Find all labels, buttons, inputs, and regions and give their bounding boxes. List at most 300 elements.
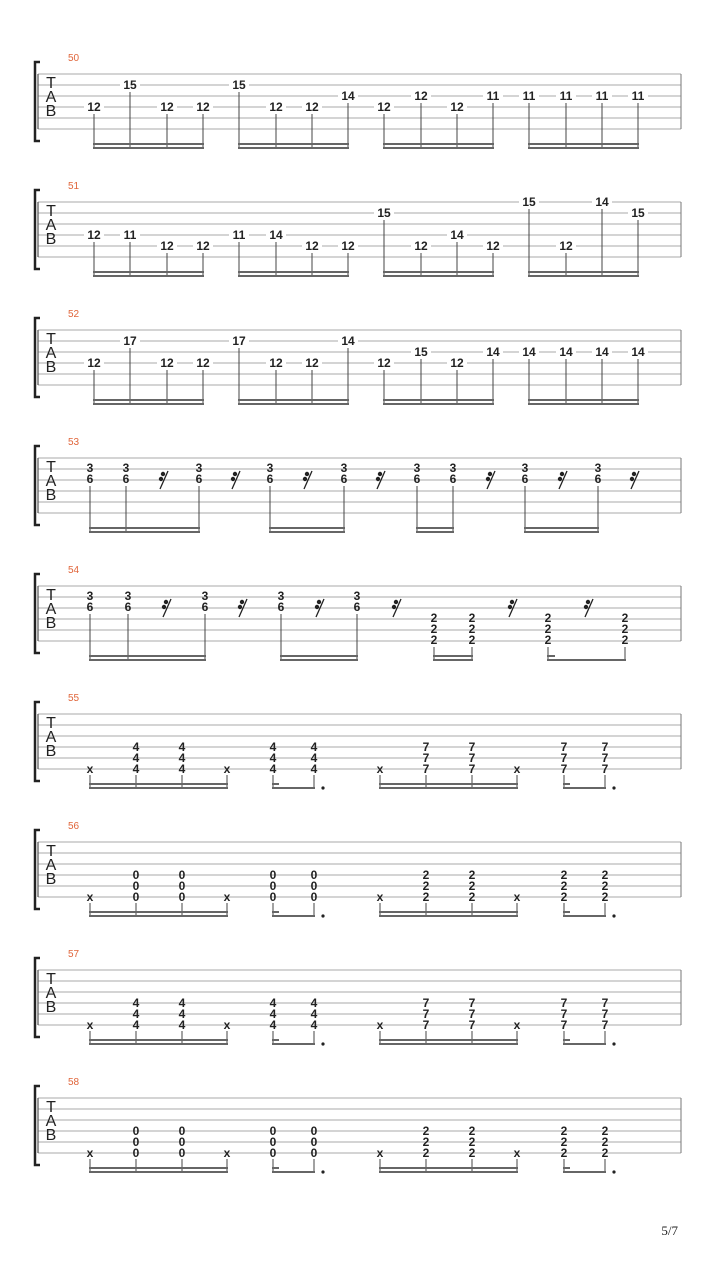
fret-number: 14 bbox=[341, 334, 355, 348]
fret-number: 0 bbox=[310, 1135, 318, 1149]
fret-number: 6 bbox=[277, 600, 285, 614]
beam bbox=[89, 659, 206, 661]
dead-note: x bbox=[376, 890, 384, 904]
beam bbox=[280, 655, 358, 657]
beam bbox=[89, 783, 228, 785]
fret-number: 7 bbox=[422, 1018, 430, 1032]
fret-number: 0 bbox=[178, 1135, 186, 1149]
fret-number: 0 bbox=[310, 868, 318, 882]
fret-number: 4 bbox=[269, 1007, 277, 1021]
fret-number: 7 bbox=[601, 996, 609, 1010]
fret-number: 6 bbox=[122, 472, 130, 486]
fret-number: 4 bbox=[132, 1007, 140, 1021]
measure-number: 58 bbox=[68, 1077, 80, 1088]
dot bbox=[612, 1170, 615, 1173]
fret-number: 7 bbox=[468, 1007, 476, 1021]
fret-number: 11 bbox=[595, 89, 609, 103]
beam-stub bbox=[547, 655, 555, 657]
fret-number: 2 bbox=[621, 622, 629, 636]
fret-number: 2 bbox=[560, 879, 568, 893]
fret-number: 2 bbox=[468, 879, 476, 893]
measure-number: 50 bbox=[68, 53, 80, 64]
beam bbox=[416, 527, 454, 529]
fret-number: 0 bbox=[310, 1146, 318, 1160]
fret-number: 6 bbox=[594, 472, 602, 486]
beam bbox=[524, 531, 599, 533]
fret-number: 3 bbox=[449, 461, 457, 475]
measure-number: 57 bbox=[68, 949, 80, 960]
fret-number: 2 bbox=[468, 890, 476, 904]
dead-note: x bbox=[376, 762, 384, 776]
beam bbox=[383, 143, 494, 145]
fret-number: 0 bbox=[310, 890, 318, 904]
dead-note: x bbox=[86, 1018, 94, 1032]
tab-clef-letter: A bbox=[45, 985, 57, 1002]
tab-staff bbox=[35, 446, 681, 525]
fret-number: 3 bbox=[277, 589, 285, 603]
beam bbox=[563, 1043, 606, 1045]
fret-number: 7 bbox=[601, 740, 609, 754]
beam-stub bbox=[272, 783, 279, 785]
dead-note: x bbox=[86, 890, 94, 904]
fret-number: 0 bbox=[269, 868, 277, 882]
fret-number: 3 bbox=[86, 589, 94, 603]
fret-number: 15 bbox=[232, 78, 246, 92]
fret-number: 0 bbox=[178, 879, 186, 893]
fret-number: 0 bbox=[132, 1135, 140, 1149]
fret-number: 2 bbox=[422, 879, 430, 893]
fret-number: 14 bbox=[486, 345, 500, 359]
fret-number: 17 bbox=[232, 334, 246, 348]
fret-number: 2 bbox=[468, 868, 476, 882]
fret-number: 0 bbox=[310, 879, 318, 893]
tab-clef-letter: T bbox=[46, 75, 56, 92]
fret-number: 0 bbox=[178, 868, 186, 882]
fret-number: 6 bbox=[124, 600, 132, 614]
beam bbox=[93, 147, 204, 149]
fret-number: 7 bbox=[560, 996, 568, 1010]
fret-number: 12 bbox=[305, 239, 319, 253]
fret-number: 0 bbox=[269, 879, 277, 893]
fret-number: 6 bbox=[201, 600, 209, 614]
measure-number: 52 bbox=[68, 309, 80, 320]
beam bbox=[563, 787, 606, 789]
beam bbox=[238, 403, 349, 405]
beam bbox=[272, 915, 315, 917]
fret-number: 12 bbox=[196, 356, 210, 370]
fret-number: 4 bbox=[310, 740, 318, 754]
beam bbox=[528, 271, 639, 273]
fret-number: 14 bbox=[269, 228, 283, 242]
fret-number: 2 bbox=[621, 633, 629, 647]
dot bbox=[321, 914, 324, 917]
fret-number: 6 bbox=[449, 472, 457, 486]
fret-number: 4 bbox=[269, 751, 277, 765]
fret-number: 12 bbox=[377, 356, 391, 370]
fret-number: 2 bbox=[422, 890, 430, 904]
fret-number: 2 bbox=[422, 1135, 430, 1149]
fret-number: 2 bbox=[468, 622, 476, 636]
fret-number: 4 bbox=[310, 996, 318, 1010]
fret-number: 12 bbox=[269, 356, 283, 370]
fret-number: 7 bbox=[468, 751, 476, 765]
fret-number: 2 bbox=[560, 1146, 568, 1160]
tab-staff bbox=[35, 318, 681, 397]
fret-number: 0 bbox=[178, 1124, 186, 1138]
fret-number: 12 bbox=[269, 100, 283, 114]
beam bbox=[528, 403, 639, 405]
fret-number: 2 bbox=[468, 611, 476, 625]
tab-clef-letter: A bbox=[45, 473, 57, 490]
beam bbox=[89, 1167, 228, 1169]
tab-clef-letter: B bbox=[45, 359, 57, 376]
beam-stub bbox=[563, 783, 570, 785]
fret-number: 12 bbox=[305, 100, 319, 114]
beam bbox=[93, 271, 204, 273]
fret-number: 7 bbox=[560, 762, 568, 776]
tab-clef-letter: T bbox=[46, 203, 56, 220]
fret-number: 15 bbox=[414, 345, 428, 359]
fret-number: 0 bbox=[132, 868, 140, 882]
fret-number: 4 bbox=[178, 1007, 186, 1021]
measure-number: 51 bbox=[68, 181, 80, 192]
fret-number: 4 bbox=[178, 740, 186, 754]
beam bbox=[379, 1171, 518, 1173]
fret-number: 7 bbox=[468, 740, 476, 754]
fret-number: 15 bbox=[377, 206, 391, 220]
tab-clef-letter: T bbox=[46, 587, 56, 604]
fret-number: 4 bbox=[132, 762, 140, 776]
dead-note: x bbox=[513, 890, 521, 904]
tab-clef-letter: A bbox=[45, 1113, 57, 1130]
beam bbox=[89, 915, 228, 917]
fret-number: 11 bbox=[559, 89, 573, 103]
fret-number: 7 bbox=[560, 740, 568, 754]
fret-number: 17 bbox=[123, 334, 137, 348]
beam bbox=[238, 143, 349, 145]
fret-number: 12 bbox=[341, 239, 355, 253]
beam bbox=[379, 1043, 518, 1045]
fret-number: 12 bbox=[160, 239, 174, 253]
dot bbox=[321, 1042, 324, 1045]
fret-number: 14 bbox=[595, 195, 609, 209]
fret-number: 11 bbox=[631, 89, 645, 103]
page-number: 5/7 bbox=[661, 1223, 678, 1238]
fret-number: 2 bbox=[544, 633, 552, 647]
fret-number: 0 bbox=[132, 879, 140, 893]
beam bbox=[528, 275, 639, 277]
beam bbox=[89, 1171, 228, 1173]
dot bbox=[612, 786, 615, 789]
fret-number: 12 bbox=[196, 239, 210, 253]
beam bbox=[93, 275, 204, 277]
fret-number: 14 bbox=[559, 345, 573, 359]
fret-number: 14 bbox=[631, 345, 645, 359]
fret-number: 4 bbox=[269, 1018, 277, 1032]
dead-note: x bbox=[376, 1018, 384, 1032]
fret-number: 4 bbox=[310, 1018, 318, 1032]
tab-clef-letter: B bbox=[45, 231, 57, 248]
fret-number: 4 bbox=[132, 751, 140, 765]
beam-stub bbox=[563, 1167, 570, 1169]
beam bbox=[433, 659, 473, 661]
beam bbox=[89, 655, 206, 657]
fret-number: 3 bbox=[124, 589, 132, 603]
beam bbox=[269, 527, 345, 529]
tab-clef-letter: A bbox=[45, 217, 57, 234]
fret-number: 6 bbox=[521, 472, 529, 486]
fret-number: 7 bbox=[468, 762, 476, 776]
beam bbox=[528, 399, 639, 401]
beam bbox=[272, 1043, 315, 1045]
fret-number: 2 bbox=[468, 1135, 476, 1149]
beam bbox=[383, 403, 494, 405]
fret-number: 4 bbox=[178, 1018, 186, 1032]
fret-number: 11 bbox=[522, 89, 536, 103]
beam bbox=[563, 915, 606, 917]
fret-number: 6 bbox=[340, 472, 348, 486]
fret-number: 12 bbox=[87, 228, 101, 242]
beam bbox=[563, 1171, 606, 1173]
beam bbox=[238, 147, 349, 149]
fret-number: 2 bbox=[560, 890, 568, 904]
beam-stub bbox=[272, 911, 279, 913]
fret-number: 12 bbox=[377, 100, 391, 114]
fret-number: 6 bbox=[353, 600, 361, 614]
fret-number: 14 bbox=[341, 89, 355, 103]
fret-number: 12 bbox=[450, 100, 464, 114]
fret-number: 7 bbox=[422, 996, 430, 1010]
fret-number: 6 bbox=[86, 472, 94, 486]
beam-stub bbox=[272, 1039, 279, 1041]
fret-number: 12 bbox=[450, 356, 464, 370]
tab-clef-letter: A bbox=[45, 89, 57, 106]
fret-number: 2 bbox=[601, 1146, 609, 1160]
dot bbox=[612, 914, 615, 917]
beam bbox=[89, 911, 228, 913]
dead-note: x bbox=[223, 890, 231, 904]
fret-number: 7 bbox=[468, 996, 476, 1010]
tab-clef-letter: T bbox=[46, 459, 56, 476]
beam bbox=[93, 403, 204, 405]
fret-number: 15 bbox=[522, 195, 536, 209]
tab-clef-letter: B bbox=[45, 103, 57, 120]
tab-clef-letter: T bbox=[46, 1099, 56, 1116]
fret-number: 6 bbox=[195, 472, 203, 486]
fret-number: 3 bbox=[266, 461, 274, 475]
fret-number: 2 bbox=[544, 611, 552, 625]
fret-number: 2 bbox=[468, 1124, 476, 1138]
measure-number: 53 bbox=[68, 437, 80, 448]
beam bbox=[383, 399, 494, 401]
tab-clef-letter: B bbox=[45, 615, 57, 632]
fret-number: 2 bbox=[430, 622, 438, 636]
tab-clef-letter: B bbox=[45, 1127, 57, 1144]
fret-number: 2 bbox=[468, 1146, 476, 1160]
beam bbox=[93, 399, 204, 401]
fret-number: 12 bbox=[414, 89, 428, 103]
fret-number: 12 bbox=[486, 239, 500, 253]
measure-number: 56 bbox=[68, 821, 80, 832]
fret-number: 12 bbox=[160, 356, 174, 370]
fret-number: 4 bbox=[178, 762, 186, 776]
tab-clef-letter: T bbox=[46, 971, 56, 988]
fret-number: 3 bbox=[201, 589, 209, 603]
fret-number: 2 bbox=[601, 868, 609, 882]
fret-number: 14 bbox=[522, 345, 536, 359]
fret-number: 0 bbox=[269, 890, 277, 904]
fret-number: 4 bbox=[310, 1007, 318, 1021]
fret-number: 0 bbox=[132, 1124, 140, 1138]
beam bbox=[238, 275, 349, 277]
tab-clef-letter: T bbox=[46, 331, 56, 348]
fret-number: 0 bbox=[178, 1146, 186, 1160]
fret-number: 12 bbox=[305, 356, 319, 370]
fret-number: 7 bbox=[422, 1007, 430, 1021]
beam bbox=[528, 143, 639, 145]
tab-clef-letter: B bbox=[45, 871, 57, 888]
beam bbox=[379, 911, 518, 913]
fret-number: 0 bbox=[132, 890, 140, 904]
fret-number: 7 bbox=[560, 751, 568, 765]
fret-number: 7 bbox=[468, 1018, 476, 1032]
fret-number: 2 bbox=[601, 890, 609, 904]
fret-number: 7 bbox=[560, 1018, 568, 1032]
fret-number: 12 bbox=[160, 100, 174, 114]
dead-note: x bbox=[513, 762, 521, 776]
beam bbox=[272, 1171, 315, 1173]
fret-number: 2 bbox=[601, 1135, 609, 1149]
tab-clef-letter: T bbox=[46, 715, 56, 732]
fret-number: 4 bbox=[132, 996, 140, 1010]
beam bbox=[416, 531, 454, 533]
tab-clef-letter: B bbox=[45, 743, 57, 760]
beam bbox=[524, 527, 599, 529]
beam bbox=[89, 1043, 228, 1045]
fret-number: 0 bbox=[178, 890, 186, 904]
fret-number: 11 bbox=[123, 228, 137, 242]
fret-number: 12 bbox=[559, 239, 573, 253]
fret-number: 7 bbox=[560, 1007, 568, 1021]
fret-number: 14 bbox=[450, 228, 464, 242]
fret-number: 4 bbox=[269, 762, 277, 776]
beam bbox=[269, 531, 345, 533]
fret-number: 2 bbox=[560, 1135, 568, 1149]
fret-number: 7 bbox=[601, 1018, 609, 1032]
fret-number: 2 bbox=[422, 868, 430, 882]
fret-number: 2 bbox=[430, 633, 438, 647]
fret-number: 2 bbox=[430, 611, 438, 625]
fret-number: 3 bbox=[594, 461, 602, 475]
dead-note: x bbox=[223, 1018, 231, 1032]
dead-note: x bbox=[513, 1018, 521, 1032]
beam bbox=[383, 275, 494, 277]
fret-number: 3 bbox=[195, 461, 203, 475]
beam bbox=[280, 659, 358, 661]
fret-number: 6 bbox=[266, 472, 274, 486]
fret-number: 4 bbox=[310, 762, 318, 776]
beam-stub bbox=[272, 1167, 279, 1169]
fret-number: 3 bbox=[122, 461, 130, 475]
dot bbox=[321, 786, 324, 789]
fret-number: 14 bbox=[595, 345, 609, 359]
beam bbox=[89, 787, 228, 789]
beam bbox=[379, 783, 518, 785]
fret-number: 4 bbox=[269, 740, 277, 754]
beam bbox=[379, 915, 518, 917]
beam bbox=[528, 147, 639, 149]
dot bbox=[321, 1170, 324, 1173]
beam bbox=[547, 659, 626, 661]
beam bbox=[89, 531, 200, 533]
fret-number: 2 bbox=[544, 622, 552, 636]
fret-number: 0 bbox=[310, 1124, 318, 1138]
fret-number: 6 bbox=[413, 472, 421, 486]
tab-clef-letter: B bbox=[45, 999, 57, 1016]
fret-number: 2 bbox=[560, 868, 568, 882]
fret-number: 3 bbox=[353, 589, 361, 603]
beam bbox=[89, 527, 200, 529]
fret-number: 7 bbox=[422, 762, 430, 776]
dead-note: x bbox=[376, 1146, 384, 1160]
fret-number: 4 bbox=[310, 751, 318, 765]
fret-number: 3 bbox=[413, 461, 421, 475]
tab-clef-letter: A bbox=[45, 345, 57, 362]
fret-number: 2 bbox=[422, 1124, 430, 1138]
fret-number: 7 bbox=[422, 751, 430, 765]
fret-number: 7 bbox=[422, 740, 430, 754]
beam bbox=[93, 143, 204, 145]
beam bbox=[383, 271, 494, 273]
beam bbox=[89, 1039, 228, 1041]
dead-note: x bbox=[513, 1146, 521, 1160]
tab-clef-letter: A bbox=[45, 601, 57, 618]
beam bbox=[379, 1039, 518, 1041]
beam bbox=[433, 655, 473, 657]
fret-number: 0 bbox=[269, 1124, 277, 1138]
fret-number: 3 bbox=[340, 461, 348, 475]
beam bbox=[238, 271, 349, 273]
fret-number: 4 bbox=[132, 740, 140, 754]
beam bbox=[379, 1167, 518, 1169]
beam-stub bbox=[563, 911, 570, 913]
fret-number: 11 bbox=[232, 228, 246, 242]
fret-number: 0 bbox=[269, 1146, 277, 1160]
measure-number: 55 bbox=[68, 693, 80, 704]
dot bbox=[612, 1042, 615, 1045]
dead-note: x bbox=[86, 762, 94, 776]
beam bbox=[272, 787, 315, 789]
tab-clef-letter: T bbox=[46, 843, 56, 860]
fret-number: 4 bbox=[269, 996, 277, 1010]
fret-number: 0 bbox=[269, 1135, 277, 1149]
fret-number: 12 bbox=[87, 100, 101, 114]
beam bbox=[379, 787, 518, 789]
fret-number: 7 bbox=[601, 762, 609, 776]
fret-number: 4 bbox=[178, 996, 186, 1010]
fret-number: 7 bbox=[601, 1007, 609, 1021]
fret-number: 12 bbox=[196, 100, 210, 114]
fret-number: 2 bbox=[601, 1124, 609, 1138]
beam bbox=[383, 147, 494, 149]
fret-number: 15 bbox=[631, 206, 645, 220]
fret-number: 3 bbox=[86, 461, 94, 475]
dead-note: x bbox=[223, 1146, 231, 1160]
beam bbox=[238, 399, 349, 401]
dead-note: x bbox=[86, 1146, 94, 1160]
fret-number: 4 bbox=[132, 1018, 140, 1032]
fret-number: 6 bbox=[86, 600, 94, 614]
